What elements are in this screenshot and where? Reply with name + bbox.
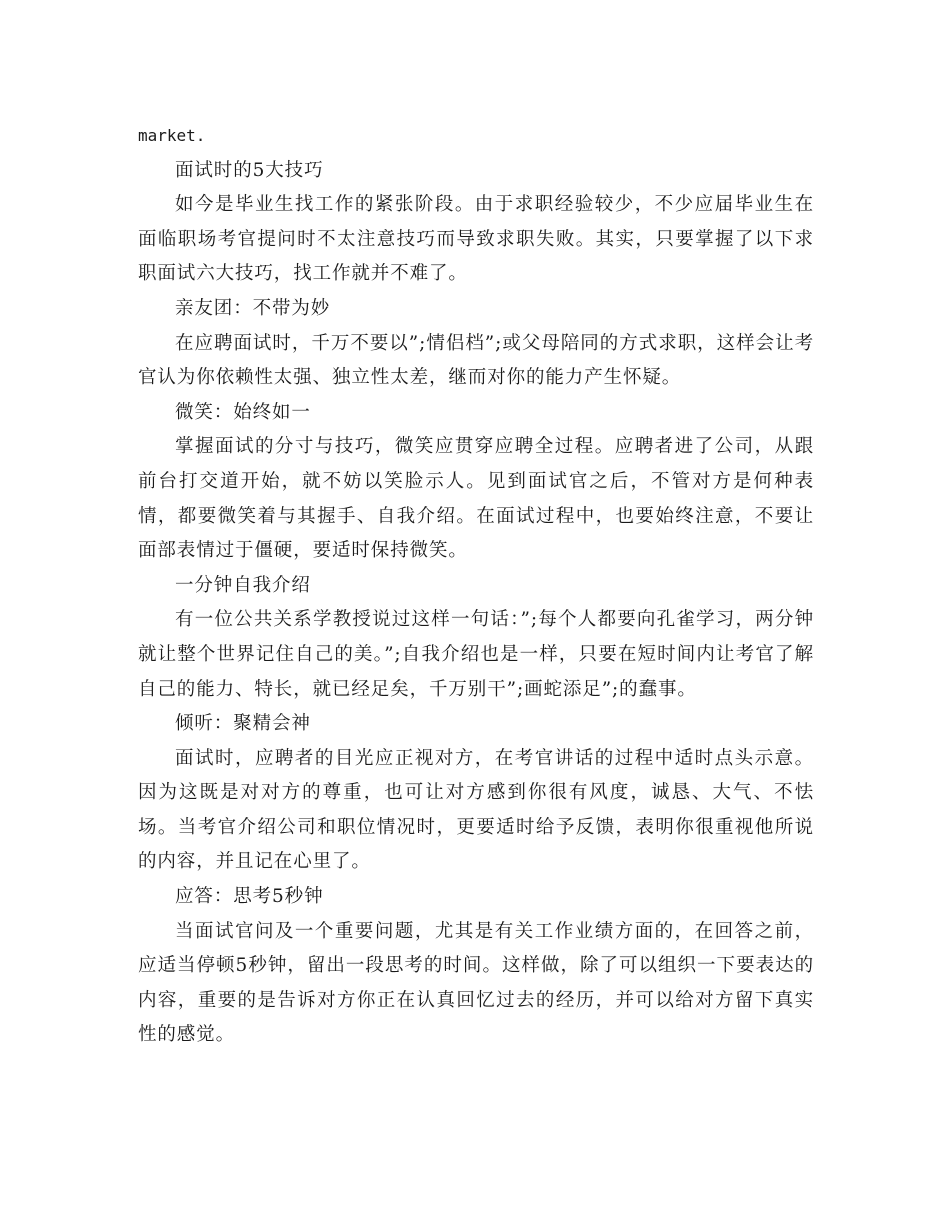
body-paragraph: 面试时，应聘者的目光应正视对方，在考官讲话的过程中适时点头示意。因为这既是对对方的尊重，也可让对方感到你很有风度，诚恳、大气、不怯场。当考官介绍公司和职位情况时，更要适时给予反馈，表明你很重视他所说的内容，并且记在心里了。 [138,747,814,873]
section-heading: 一分钟自我介绍 [175,574,311,596]
section-heading: 亲友团：不带为妙 [175,297,331,319]
section-heading: 面试时的5大技巧 [175,159,324,181]
section-heading: 应答：思考5秒钟 [175,886,324,908]
body-paragraph: 掌握面试的分寸与技巧，微笑应贯穿应聘全过程。应聘者进了公司，从跟前台打交道开始，就不妨以笑脸示人。见到面试官之后，不管对方是何种表情，都要微笑着与其握手、自我介绍。在面试过程中，也要始终注意，不要让面部表情过于僵硬，要适时保持微笑。 [138,436,814,562]
section-heading: 倾听：聚精会神 [175,713,311,735]
body-paragraph: 当面试官问及一个重要问题，尤其是有关工作业绩方面的，在回答之前，应适当停顿5秒钟，留出一段思考的时间。这样做，除了可以组织一下要表达的内容，重要的是告诉对方你正在认真回忆过去的经历，并可以给对方留下真实性的感觉。 [138,920,814,1046]
body-paragraph: 在应聘面试时，千万不要以”;情侣档”;或父母陪同的方式求职，这样会让考官认为你依赖性太强、独立性太差，继而对你的能力产生怀疑。 [138,332,814,389]
document-body [138,119,814,1053]
body-paragraph: 如今是毕业生找工作的紧张阶段。由于求职经验较少，不少应届毕业生在面临职场考官提问时不太注意技巧而导致求职失败。其实，只要掌握了以下求职面试六大技巧，找工作就并不难了。 [138,194,814,285]
body-paragraph: 有一位公共关系学教授说过这样一句话：”;每个人都要向孔雀学习，两分钟就让整个世界记住自己的美。”;自我介绍也是一样，只要在短时间内让考官了解自己的能力、特长，就已经足矣，千万别干”;画蛇添足”;的蠢事。 [138,609,814,700]
section-heading: 微笑：始终如一 [175,401,311,423]
continued-text-line: market. [138,126,206,145]
